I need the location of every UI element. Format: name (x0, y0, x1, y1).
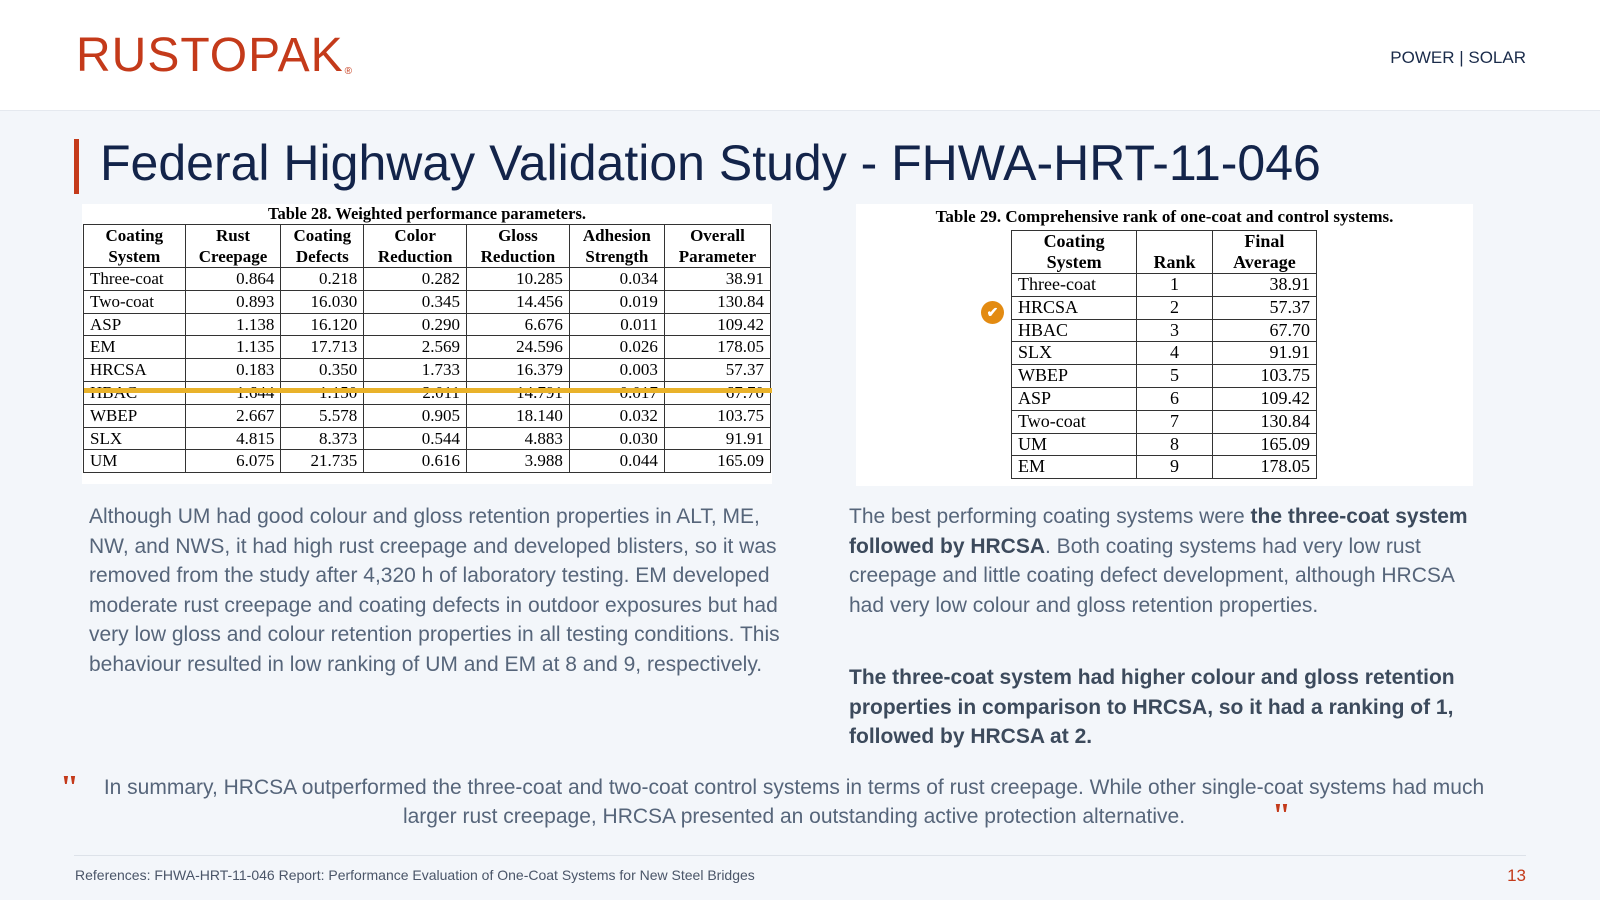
header-bar (0, 0, 1600, 111)
table-28-cell: 0.290 (364, 313, 467, 336)
table-28-cell: 0.350 (281, 359, 364, 382)
close-quote-mark: " (1272, 797, 1291, 834)
table-28-cell: 1.135 (185, 336, 281, 359)
table-29-cell: Two-coat (1012, 410, 1137, 433)
table-28-cell: 1.138 (185, 313, 281, 336)
table-28-cell: 0.019 (569, 290, 664, 313)
footer-divider (74, 855, 1526, 856)
table-28-cell: 8.373 (281, 427, 364, 450)
table-29-header: Final Average (1212, 231, 1316, 274)
table-28-cell: 0.034 (569, 268, 664, 291)
table-29-cell: 38.91 (1212, 274, 1316, 297)
table-29-cell: 2 (1137, 296, 1213, 319)
table-29-cell: EM (1012, 456, 1137, 479)
table-29-cell: 67.70 (1212, 319, 1316, 342)
table-29-cell: 178.05 (1212, 456, 1316, 479)
table-28-cell: 5.578 (281, 404, 364, 427)
table-28-cell: 4.815 (185, 427, 281, 450)
table-28-cell: UM (84, 450, 186, 473)
table-29-cell: WBEP (1012, 365, 1137, 388)
table-29-row (1012, 342, 1317, 365)
table-29-cell: 6 (1137, 387, 1213, 410)
table-28-cell: 0.864 (185, 268, 281, 291)
table-28-cell: Three-coat (84, 268, 186, 291)
table-28-cell: 0.282 (364, 268, 467, 291)
table-29-image (856, 204, 1473, 486)
table-28-cell: 2.569 (364, 336, 467, 359)
table-28-row (84, 450, 771, 473)
table-28-cell: 14.456 (467, 290, 570, 313)
table-29-cell: 57.37 (1212, 296, 1316, 319)
table-29-row (1012, 387, 1317, 410)
table-28-cell: 18.140 (467, 404, 570, 427)
reference-text: References: FHWA-HRT-11-046 Report: Performance Evaluation of One-Coat Systems for New Steel Bridges (75, 867, 755, 883)
title-accent-bar (74, 139, 79, 194)
table-29-row (1012, 410, 1317, 433)
table-28-row (84, 290, 771, 313)
table-29-row (1012, 433, 1317, 456)
page-title: Federal Highway Validation Study - FHWA-HRT-11-046 (100, 135, 1321, 191)
table-28-cell: 0.905 (364, 404, 467, 427)
table-29-row (1012, 319, 1317, 342)
table-28-cell: 178.05 (664, 336, 770, 359)
table-28-cell: 0.183 (185, 359, 281, 382)
table-28-cell: 21.735 (281, 450, 364, 473)
table-28-header: Overall Parameter (664, 225, 770, 268)
table-29-cell: 165.09 (1212, 433, 1316, 456)
table-28-cell: WBEP (84, 404, 186, 427)
table-28-header: Coating Defects (281, 225, 364, 268)
table-29-cell: SLX (1012, 342, 1137, 365)
table-28-cell: 0.616 (364, 450, 467, 473)
table-28-header: Coating System (84, 225, 186, 268)
table-29-row (1012, 456, 1317, 479)
comprehensive-rank-table (1011, 230, 1317, 479)
table-29-cell: 9 (1137, 456, 1213, 479)
table-28-cell: 3.988 (467, 450, 570, 473)
table-28-cell: 6.676 (467, 313, 570, 336)
table-28-cell: EM (84, 336, 186, 359)
table-28-cell: 2.667 (185, 404, 281, 427)
table-28-header: Color Reduction (364, 225, 467, 268)
tagline: POWER | SOLAR (1390, 48, 1526, 67)
table-29-cell: ASP (1012, 387, 1137, 410)
table-28-cell: 10.285 (467, 268, 570, 291)
table-29-row (1012, 296, 1317, 319)
table-29-cell: 130.84 (1212, 410, 1316, 433)
table-29-caption: Table 29. Comprehensive rank of one-coat and control systems. (935, 207, 1394, 226)
table-28-cell: 109.42 (664, 313, 770, 336)
table-29-cell: 103.75 (1212, 365, 1316, 388)
table-28-cell: 0.026 (569, 336, 664, 359)
table-28-cell: 17.713 (281, 336, 364, 359)
table-29-cell: UM (1012, 433, 1137, 456)
table-29-cell: 91.91 (1212, 342, 1316, 365)
summary-quote: In summary, HRCSA outperformed the three-coat and two-coat control systems in terms of rust creepage. While other single-coat systems had much larger rust creepage, HRCSA presented an outstanding active protection alternative. (103, 776, 1485, 828)
page-number: 13 (1507, 866, 1526, 885)
table-28-cell: 16.030 (281, 290, 364, 313)
table-28-cell: HRCSA (84, 359, 186, 382)
table-28-cell: 0.030 (569, 427, 664, 450)
open-quote-mark: " (60, 769, 79, 806)
table-28-header: Gloss Reduction (467, 225, 570, 268)
check-circle-icon: ✔ (981, 301, 1004, 324)
table-29-cell: 8 (1137, 433, 1213, 456)
table-28-cell: 0.544 (364, 427, 467, 450)
table-28-cell: 0.345 (364, 290, 467, 313)
table-29-row (1012, 365, 1317, 388)
table-28-cell: ASP (84, 313, 186, 336)
table-28-cell: 103.75 (664, 404, 770, 427)
table-29-cell: HRCSA (1012, 296, 1137, 319)
table-28-row (84, 359, 771, 382)
table-28-row (84, 268, 771, 291)
table-28-cell: 57.37 (664, 359, 770, 382)
table-28-row (84, 313, 771, 336)
table-28-cell: 0.218 (281, 268, 364, 291)
table-28-image (82, 204, 772, 484)
table-28-cell: 24.596 (467, 336, 570, 359)
table-29-row (1012, 274, 1317, 297)
table-28-cell: 38.91 (664, 268, 770, 291)
table-29-header: Rank (1137, 231, 1213, 274)
table-29-cell: 3 (1137, 319, 1213, 342)
table-28-cell: 0.003 (569, 359, 664, 382)
table-29-cell: 5 (1137, 365, 1213, 388)
rustopak-logo: RUSTOPAK® (76, 29, 353, 82)
right-paragraph-emphasis: the three-coat system followed by HRCSA (849, 505, 1468, 558)
table-29-cell: HBAC (1012, 319, 1137, 342)
table-28-cell: 91.91 (664, 427, 770, 450)
hrcsa-highlight-line (84, 388, 772, 393)
table-28-caption: Table 28. Weighted performance parameters. (267, 204, 587, 223)
table-28-header: Adhesion Strength (569, 225, 664, 268)
table-29-header: Coating System (1012, 231, 1137, 274)
table-28-cell: Two-coat (84, 290, 186, 313)
table-28-cell: 130.84 (664, 290, 770, 313)
table-28-cell: 16.379 (467, 359, 570, 382)
table-28-cell: 1.733 (364, 359, 467, 382)
table-28-row (84, 427, 771, 450)
table-28-cell: 0.032 (569, 404, 664, 427)
table-28-cell: 165.09 (664, 450, 770, 473)
table-29-cell: 7 (1137, 410, 1213, 433)
table-28-cell: 0.893 (185, 290, 281, 313)
table-28-cell: 6.075 (185, 450, 281, 473)
table-28-row (84, 336, 771, 359)
table-28-cell: 0.011 (569, 313, 664, 336)
table-28-cell: SLX (84, 427, 186, 450)
table-28-row (84, 404, 771, 427)
left-paragraph: Although UM had good colour and gloss retention properties in ALT, ME, NW, and NWS, it had high rust creepage and developed blisters, so it was removed from the study after 4,320 h of laboratory testing. EM developed moderate rust creepage and coating defects in outdoor exposures but had very low gloss and colour retention properties in all testing conditions. This behaviour resulted in low ranking of UM and EM at 8 and 9, respectively. (89, 505, 780, 676)
conclusion-paragraph: The three-coat system had higher colour and gloss retention properties in comparison to HRCSA, so it had a ranking of 1, followed by HRCSA at 2. (849, 666, 1455, 749)
table-28-cell: 4.883 (467, 427, 570, 450)
table-29-cell: 109.42 (1212, 387, 1316, 410)
table-28-header: Rust Creepage (185, 225, 281, 268)
table-29-cell: 1 (1137, 274, 1213, 297)
right-paragraph: The best performing coating systems were the three-coat system followed by HRCSA. Both coating systems had very low rust creepage and little coating defect development, although HRCSA had very low colour and gloss retention properties. (849, 505, 1468, 617)
weighted-performance-table (83, 224, 771, 473)
table-29-cell: 4 (1137, 342, 1213, 365)
table-28-cell: 0.044 (569, 450, 664, 473)
table-28-cell: 16.120 (281, 313, 364, 336)
table-29-cell: Three-coat (1012, 274, 1137, 297)
